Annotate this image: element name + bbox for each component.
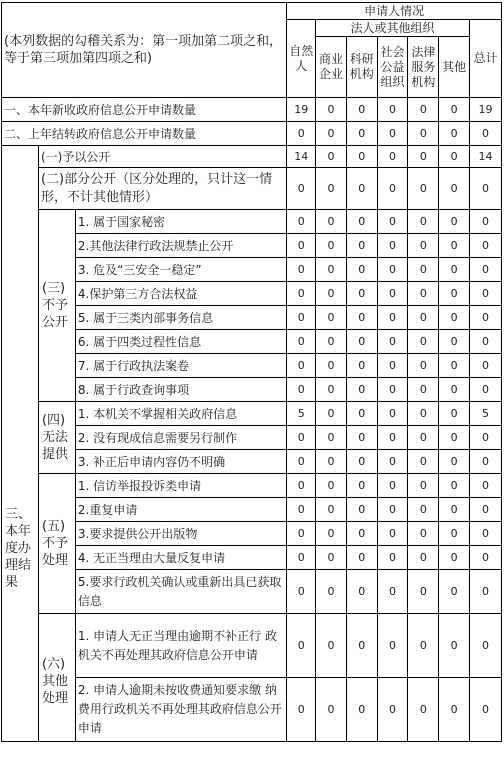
value-cell: 0 (287, 354, 316, 378)
value-cell: 0 (316, 678, 347, 742)
value-cell: 0 (408, 306, 439, 330)
value-cell: 0 (470, 546, 502, 570)
value-cell: 0 (316, 474, 347, 498)
value-cell: 0 (439, 378, 470, 402)
value-cell: 0 (346, 168, 377, 210)
value-cell: 0 (316, 146, 347, 168)
value-cell: 0 (470, 450, 502, 474)
value-cell: 0 (377, 122, 408, 146)
value-cell: 0 (377, 570, 408, 614)
table-row (2, 450, 502, 474)
value-cell: 0 (439, 210, 470, 234)
value-cell: 0 (377, 450, 408, 474)
value-cell: 0 (408, 146, 439, 168)
value-cell: 0 (408, 474, 439, 498)
item-label: 8. 属于行政查询事项 (75, 378, 286, 402)
value-cell: 0 (316, 426, 347, 450)
value-cell: 0 (470, 522, 502, 546)
value-cell: 0 (316, 402, 347, 426)
value-cell: 0 (470, 234, 502, 258)
value-cell: 0 (377, 498, 408, 522)
value-cell: 0 (470, 122, 502, 146)
value-cell: 0 (287, 330, 316, 354)
value-cell: 0 (377, 168, 408, 210)
table-row (2, 474, 502, 498)
value-cell: 0 (316, 614, 347, 678)
value-cell: 0 (408, 354, 439, 378)
section3-label: 三、本年度办理结果 (2, 146, 39, 742)
value-cell: 0 (287, 234, 316, 258)
table-row (2, 378, 502, 402)
value-cell: 0 (377, 678, 408, 742)
value-cell: 0 (377, 426, 408, 450)
value-cell: 0 (439, 498, 470, 522)
value-cell: 0 (439, 450, 470, 474)
value-cell: 0 (287, 258, 316, 282)
value-cell: 0 (287, 570, 316, 614)
value-cell: 0 (346, 98, 377, 122)
value-cell: 0 (346, 498, 377, 522)
value-cell: 0 (346, 522, 377, 546)
value-cell: 0 (439, 402, 470, 426)
value-cell: 0 (439, 282, 470, 306)
value-cell: 0 (439, 122, 470, 146)
item-label: 1. 本机关不掌握相关政府信息 (75, 402, 286, 426)
value-cell: 0 (316, 210, 347, 234)
value-cell: 0 (346, 378, 377, 402)
value-cell: 0 (439, 678, 470, 742)
value-cell: 0 (439, 546, 470, 570)
table-row (2, 426, 502, 450)
research-header: 科研机构 (346, 37, 377, 98)
value-cell: 0 (439, 168, 470, 210)
table-row (2, 614, 502, 678)
item-label: 7. 属于行政执法案卷 (75, 354, 286, 378)
value-cell: 0 (346, 146, 377, 168)
table-row (2, 330, 502, 354)
value-cell: 0 (470, 168, 502, 210)
table-row (2, 678, 502, 742)
value-cell: 0 (287, 522, 316, 546)
total-header: 总计 (470, 20, 502, 98)
value-cell: 0 (439, 330, 470, 354)
value-cell: 0 (470, 614, 502, 678)
value-cell: 0 (408, 402, 439, 426)
value-cell: 0 (377, 98, 408, 122)
table-row (2, 234, 502, 258)
group-label: (二)部分公开（区分处理的，只计这一情形，不计其他情形） (38, 168, 286, 210)
value-cell: 0 (316, 168, 347, 210)
value-cell: 0 (470, 258, 502, 282)
value-cell: 0 (316, 234, 347, 258)
value-cell: 0 (316, 258, 347, 282)
item-label: 1. 申请人无正当理由逾期不补正行 政机关不再处理其政府信息公开申请 (75, 614, 286, 678)
value-cell: 0 (346, 614, 377, 678)
value-cell: 0 (377, 546, 408, 570)
value-cell: 0 (470, 570, 502, 614)
value-cell: 0 (346, 354, 377, 378)
value-cell: 0 (439, 354, 470, 378)
value-cell: 0 (346, 474, 377, 498)
value-cell: 0 (470, 378, 502, 402)
value-cell: 0 (470, 210, 502, 234)
value-cell: 0 (470, 678, 502, 742)
item-label: 5. 属于三类内部事务信息 (75, 306, 286, 330)
value-cell: 0 (316, 378, 347, 402)
value-cell: 14 (287, 146, 316, 168)
group-label: (五)不予处理 (38, 474, 75, 614)
table-row (2, 122, 502, 146)
value-cell: 5 (287, 402, 316, 426)
value-cell: 5 (470, 402, 502, 426)
value-cell: 0 (346, 450, 377, 474)
value-cell: 0 (439, 614, 470, 678)
table-row (2, 354, 502, 378)
value-cell: 0 (287, 474, 316, 498)
table-row (2, 168, 502, 210)
value-cell: 0 (346, 122, 377, 146)
value-cell: 0 (287, 306, 316, 330)
item-label: 1. 属于国家秘密 (75, 210, 286, 234)
value-cell: 0 (470, 474, 502, 498)
header-note: (本列数据的勾稽关系为：第一项加第二项之和，等于第三项加第四项之和) (2, 3, 287, 98)
table-row (2, 98, 502, 122)
value-cell: 0 (439, 522, 470, 546)
table-row (2, 306, 502, 330)
item-label: 3. 危及“三安全一稳定” (75, 258, 286, 282)
value-cell: 0 (408, 614, 439, 678)
value-cell: 0 (287, 122, 316, 146)
value-cell: 0 (287, 282, 316, 306)
value-cell: 0 (346, 234, 377, 258)
value-cell: 0 (287, 546, 316, 570)
value-cell: 0 (408, 168, 439, 210)
value-cell: 0 (287, 168, 316, 210)
item-label: 1. 信访举报投诉类申请 (75, 474, 286, 498)
value-cell: 19 (287, 98, 316, 122)
value-cell: 0 (377, 306, 408, 330)
item-label: 2. 申请人逾期未按收费通知要求缴 纳费用行政机关不再处理其政府信息公开申请 (75, 678, 286, 742)
value-cell: 0 (439, 570, 470, 614)
social-header: 社会公益组织 (377, 37, 408, 98)
value-cell: 0 (346, 306, 377, 330)
value-cell: 0 (316, 570, 347, 614)
value-cell: 0 (470, 426, 502, 450)
value-cell: 0 (316, 450, 347, 474)
table-row (2, 498, 502, 522)
value-cell: 0 (408, 98, 439, 122)
item-label: 3.要求提供公开出版物 (75, 522, 286, 546)
value-cell: 0 (316, 122, 347, 146)
value-cell: 0 (287, 426, 316, 450)
group-label: (一)予以公开 (38, 146, 286, 168)
value-cell: 0 (439, 98, 470, 122)
value-cell: 0 (470, 354, 502, 378)
value-cell: 0 (377, 210, 408, 234)
value-cell: 0 (346, 330, 377, 354)
table-row (2, 146, 502, 168)
value-cell: 0 (439, 146, 470, 168)
group-label: (四)无法提供 (38, 402, 75, 474)
table-row (2, 570, 502, 614)
value-cell: 0 (377, 402, 408, 426)
table-row (2, 258, 502, 282)
value-cell: 0 (316, 306, 347, 330)
value-cell: 0 (316, 498, 347, 522)
value-cell: 0 (439, 234, 470, 258)
value-cell: 0 (439, 306, 470, 330)
value-cell: 0 (377, 146, 408, 168)
value-cell: 0 (408, 426, 439, 450)
natural-person-header: 自然人 (287, 20, 316, 98)
value-cell: 0 (316, 98, 347, 122)
value-cell: 0 (470, 282, 502, 306)
group-label: (三)不予公开 (38, 210, 75, 402)
table-row (2, 210, 502, 234)
value-cell: 0 (408, 678, 439, 742)
value-cell: 0 (377, 234, 408, 258)
value-cell: 0 (287, 378, 316, 402)
value-cell: 0 (470, 498, 502, 522)
item-label: 2.其他法律行政法规禁止公开 (75, 234, 286, 258)
value-cell: 0 (408, 282, 439, 306)
value-cell: 0 (377, 378, 408, 402)
value-cell: 0 (316, 282, 347, 306)
value-cell: 0 (408, 258, 439, 282)
item-label: 2. 没有现成信息需要另行制作 (75, 426, 286, 450)
item-label: 6. 属于四类过程性信息 (75, 330, 286, 354)
value-cell: 0 (408, 570, 439, 614)
value-cell: 0 (408, 122, 439, 146)
value-cell: 0 (377, 258, 408, 282)
value-cell: 0 (346, 570, 377, 614)
value-cell: 0 (439, 474, 470, 498)
value-cell: 0 (316, 546, 347, 570)
item-label: 3. 补正后申请内容仍不明确 (75, 450, 286, 474)
value-cell: 0 (408, 498, 439, 522)
value-cell: 0 (346, 546, 377, 570)
row-label: 二、上年结转政府信息公开申请数量 (2, 122, 287, 146)
value-cell: 0 (470, 330, 502, 354)
row-label: 一、本年新收政府信息公开申请数量 (2, 98, 287, 122)
item-label: 5.要求行政机关确认或重新出具已获取信息 (75, 570, 286, 614)
commercial-header: 商业企业 (316, 37, 347, 98)
value-cell: 0 (287, 614, 316, 678)
item-label: 2.重复申请 (75, 498, 286, 522)
item-label: 4. 无正当理由大量反复申请 (75, 546, 286, 570)
value-cell: 0 (377, 474, 408, 498)
value-cell: 0 (316, 354, 347, 378)
value-cell: 0 (408, 330, 439, 354)
value-cell: 0 (287, 498, 316, 522)
value-cell: 0 (377, 522, 408, 546)
value-cell: 0 (408, 546, 439, 570)
value-cell: 0 (346, 678, 377, 742)
table-row (2, 546, 502, 570)
value-cell: 0 (287, 450, 316, 474)
government-info-disclosure-table (1, 2, 502, 742)
value-cell: 0 (439, 258, 470, 282)
value-cell: 19 (470, 98, 502, 122)
value-cell: 0 (287, 210, 316, 234)
other-header: 其他 (439, 37, 470, 98)
value-cell: 0 (408, 210, 439, 234)
value-cell: 0 (346, 402, 377, 426)
value-cell: 0 (377, 282, 408, 306)
value-cell: 0 (408, 522, 439, 546)
legal-group-header: 法人或其他组织 (316, 20, 470, 37)
value-cell: 0 (377, 354, 408, 378)
value-cell: 0 (346, 258, 377, 282)
value-cell: 0 (316, 330, 347, 354)
value-cell: 0 (346, 282, 377, 306)
value-cell: 0 (408, 378, 439, 402)
value-cell: 0 (316, 522, 347, 546)
value-cell: 0 (287, 678, 316, 742)
value-cell: 0 (377, 614, 408, 678)
value-cell: 0 (346, 426, 377, 450)
value-cell: 0 (377, 330, 408, 354)
table-row (2, 282, 502, 306)
value-cell: 0 (439, 426, 470, 450)
legal-service-header: 法律服务机构 (408, 37, 439, 98)
item-label: 4.保护第三方合法权益 (75, 282, 286, 306)
value-cell: 0 (408, 450, 439, 474)
applicant-header: 申请人情况 (287, 3, 502, 20)
table-row (2, 522, 502, 546)
table-row (2, 402, 502, 426)
value-cell: 14 (470, 146, 502, 168)
value-cell: 0 (346, 210, 377, 234)
group-label: (六)其他处理 (38, 614, 75, 742)
value-cell: 0 (408, 234, 439, 258)
value-cell: 0 (470, 306, 502, 330)
